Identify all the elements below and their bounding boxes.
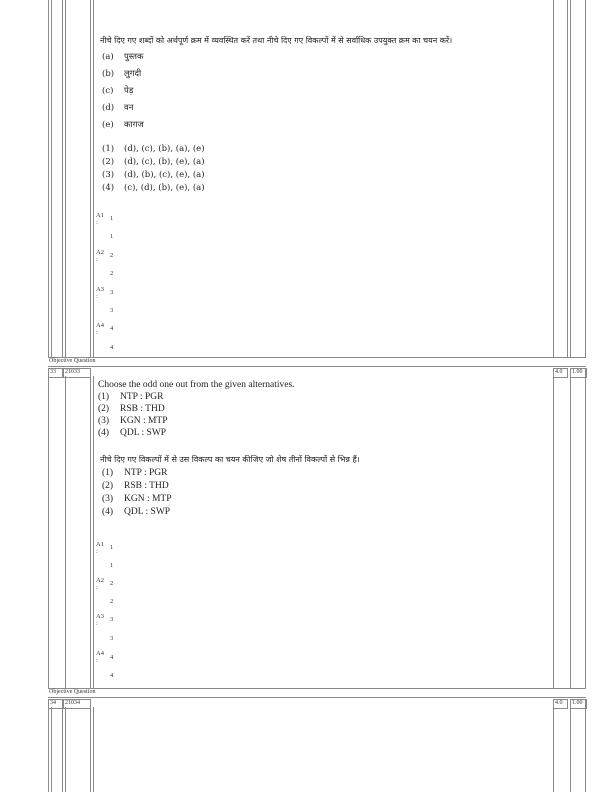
q32-option-2 xyxy=(102,157,205,168)
option-num: (2) xyxy=(102,481,114,491)
q33-a2-label: A2 xyxy=(96,577,104,584)
option-num: (1) xyxy=(102,468,114,478)
q32-a2-colon: : xyxy=(96,256,98,263)
q34-marks: 4.0 xyxy=(555,700,563,706)
q34-right-edge xyxy=(585,699,586,792)
item-label: (d) xyxy=(102,103,115,113)
option-text: (d), (c), (b), (e), (a) xyxy=(124,157,205,167)
q34-col-divider-3 xyxy=(90,707,91,792)
option-text: (d), (b), (c), (e), (a) xyxy=(124,170,205,180)
q33-right-col-divider-3 xyxy=(570,376,571,688)
q34-neg: 1.00 xyxy=(572,700,583,706)
q33-a4-value: 4 xyxy=(110,654,114,661)
q33-hindi-option-4 xyxy=(102,506,170,518)
q33-left-border-outer xyxy=(48,368,49,688)
q32-a1-colon: : xyxy=(96,219,98,226)
q32-a2-under: 2 xyxy=(110,270,114,277)
q33-hindi-option-1 xyxy=(102,467,167,479)
q33-a4-label: A4 xyxy=(96,650,104,657)
section-divider-2 xyxy=(48,697,586,698)
q33-option-4 xyxy=(98,427,166,439)
q32-a3-value: 3 xyxy=(110,289,114,296)
q33-right-edge xyxy=(585,368,586,688)
q33-a2-value: 2 xyxy=(110,580,114,587)
q33-a1-colon: : xyxy=(96,548,98,555)
q34-col-divider-1 xyxy=(62,707,63,792)
option-text: KGN : MTP xyxy=(120,416,168,426)
section-label-2: Objective Question xyxy=(49,689,96,695)
q33-id: 21033 xyxy=(65,369,80,375)
item-text: वन xyxy=(124,103,134,113)
option-num: (3) xyxy=(98,416,110,426)
q34-id: 21034 xyxy=(65,700,80,706)
option-text: KGN : MTP xyxy=(124,494,172,504)
q33-a3-value: 3 xyxy=(110,616,114,623)
q33-a1-value: 1 xyxy=(110,544,114,551)
q32-a1-label: A1 xyxy=(96,212,104,219)
q34-col-divider-2 xyxy=(65,707,66,792)
option-text: NTP : PGR xyxy=(120,392,164,402)
item-text: लुगदी xyxy=(124,69,142,79)
q34-right-col-divider-1 xyxy=(553,707,554,792)
q33-col-divider-3 xyxy=(90,376,91,688)
q33-col-divider-2 xyxy=(65,376,66,688)
q32-hindi-question: नीचे दिए गए शब्दों को अर्थपूर्ण क्रम में व्यवस्थित करें तथा नीचे दिए गए विकल्पों में से सर्वाधिक उपयुक्त क्रम का चयन करें। xyxy=(100,36,453,45)
option-num: (4) xyxy=(102,183,115,193)
q34-col-divider-4 xyxy=(93,707,94,792)
q33-a4-under: 4 xyxy=(110,672,114,679)
col-divider-1 xyxy=(62,0,63,357)
option-text: (c), (d), (b), (e), (a) xyxy=(124,183,205,193)
right-col-divider-1 xyxy=(553,0,554,357)
q32-a3-colon: : xyxy=(96,293,98,300)
option-num: (1) xyxy=(102,144,115,154)
q33-a2-colon: : xyxy=(96,584,98,591)
q33-english-question: Choose the odd one out from the given alternatives. xyxy=(98,380,295,390)
q34-left-border-inner xyxy=(51,707,52,792)
option-text: RSB : THD xyxy=(120,404,165,414)
q32-a4-colon: : xyxy=(96,329,98,336)
q33-hindi-question: नीचे दिए गए विकल्पों में से उस विकल्प का चयन कीजिए जो शेष तीनों विकल्पों से भिन्न हैं। xyxy=(100,455,360,464)
q33-a2-under: 2 xyxy=(110,598,114,605)
q33-a3-label: A3 xyxy=(96,613,104,620)
q33-col-divider-4 xyxy=(93,376,94,688)
col-divider-4 xyxy=(93,0,94,357)
option-num: (4) xyxy=(102,507,114,517)
q32-a1-under: 1 xyxy=(110,233,114,240)
q32-a2-label: A2 xyxy=(96,249,104,256)
item-label: (e) xyxy=(102,120,114,130)
option-text: QDL : SWP xyxy=(124,507,171,517)
option-text: QDL : SWP xyxy=(120,428,167,438)
section-top-border-2 xyxy=(48,688,586,689)
q32-option-3 xyxy=(102,170,205,181)
q33-option-2 xyxy=(98,403,165,415)
q32-a4-under: 4 xyxy=(110,344,114,351)
q32-a4-value: 4 xyxy=(110,325,114,332)
item-label: (a) xyxy=(102,52,114,62)
item-text: पुस्तक xyxy=(124,52,144,62)
q33-a1-label: A1 xyxy=(96,541,104,548)
q32-item-b xyxy=(102,69,141,80)
left-border-inner xyxy=(51,0,52,357)
q33-a3-under: 3 xyxy=(110,635,114,642)
q32-option-4 xyxy=(102,183,205,194)
section-divider xyxy=(48,366,586,367)
option-num: (1) xyxy=(98,392,110,402)
q32-option-1 xyxy=(102,144,205,155)
option-num: (2) xyxy=(98,404,110,414)
option-text: (d), (c), (b), (a), (e) xyxy=(124,144,205,154)
q33-a1-under: 1 xyxy=(110,562,114,569)
item-text: कागज xyxy=(124,120,144,130)
section-label-1: Objective Question xyxy=(49,358,96,364)
right-col-divider-3 xyxy=(570,0,571,357)
q33-hindi-option-3 xyxy=(102,493,172,505)
q32-a3-under: 3 xyxy=(110,307,114,314)
q33-right-col-divider-1 xyxy=(553,376,554,688)
item-label: (c) xyxy=(102,86,114,96)
q32-item-c xyxy=(102,86,133,97)
q33-marks: 4.0 xyxy=(555,369,563,375)
item-text: पेड़ xyxy=(124,86,134,96)
q33-neg: 1.00 xyxy=(572,369,583,375)
option-text: RSB : THD xyxy=(124,481,169,491)
q33-a3-colon: : xyxy=(96,620,98,627)
q33-option-3 xyxy=(98,415,168,427)
q32-item-e xyxy=(102,120,144,131)
section-top-border xyxy=(48,357,586,358)
option-num: (3) xyxy=(102,494,114,504)
q32-a3-label: A3 xyxy=(96,286,104,293)
q32-item-a xyxy=(102,52,144,63)
q34-left-border-outer xyxy=(48,699,49,792)
q32-a1-value: 1 xyxy=(110,215,114,222)
q34-right-col-divider-3 xyxy=(570,707,571,792)
option-num: (4) xyxy=(98,428,110,438)
q34-number: 34 xyxy=(50,700,56,706)
q33-a4-colon: : xyxy=(96,657,98,664)
q33-number: 33 xyxy=(50,369,56,375)
col-divider-2 xyxy=(65,0,66,357)
right-edge xyxy=(585,0,586,357)
col-divider-3 xyxy=(90,0,91,357)
item-label: (b) xyxy=(102,69,115,79)
q32-a4-label: A4 xyxy=(96,322,104,329)
option-text: NTP : PGR xyxy=(124,468,168,478)
left-border-outer xyxy=(48,0,49,357)
q33-hindi-option-2 xyxy=(102,480,169,492)
q32-item-d xyxy=(102,103,133,114)
option-num: (2) xyxy=(102,157,115,167)
right-col-divider-2 xyxy=(567,0,568,357)
option-num: (3) xyxy=(102,170,115,180)
q32-a2-value: 2 xyxy=(110,252,114,259)
q33-option-1 xyxy=(98,391,163,403)
